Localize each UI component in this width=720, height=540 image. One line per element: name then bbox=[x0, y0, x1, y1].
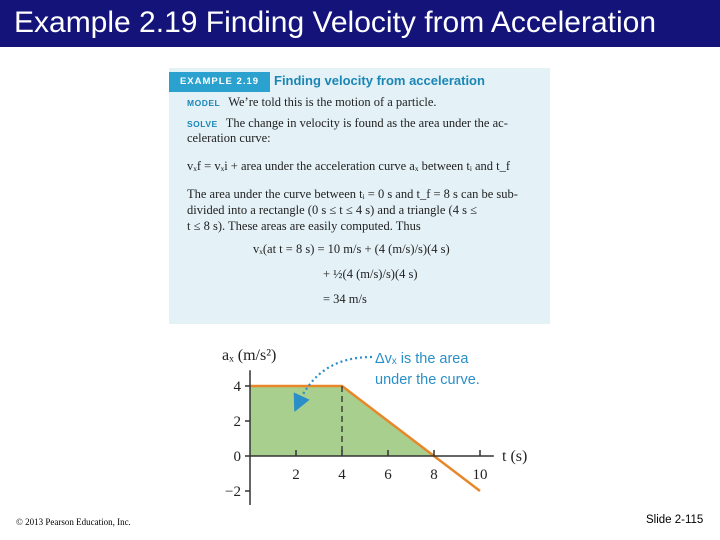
solve-text-2: celeration curve: bbox=[187, 131, 271, 145]
annotation-line-1: Δvₓ is the area bbox=[375, 351, 469, 367]
x-tick-label: 10 bbox=[472, 467, 488, 483]
x-tick-label: 8 bbox=[430, 467, 438, 483]
y-tick-label: 2 bbox=[233, 414, 241, 430]
title-bar bbox=[0, 0, 720, 47]
y-axis-label: aₓ (m/s²) bbox=[222, 347, 277, 364]
slide-number: Slide 2-115 bbox=[646, 514, 704, 526]
annotation-line-2: under the curve. bbox=[375, 372, 480, 388]
y-tick-label: 0 bbox=[233, 449, 241, 465]
calc-line-1: vₓ(at t = 8 s) = 10 m/s + (4 (m/s)/s)(4 s) bbox=[253, 242, 450, 256]
x-tick-label: 6 bbox=[384, 467, 392, 483]
model-line bbox=[187, 95, 437, 110]
x-tick-label: 4 bbox=[338, 467, 346, 483]
y-tick-label: 4 bbox=[233, 379, 241, 395]
x-tick-label: 2 bbox=[292, 467, 300, 483]
solve-text-1: The change in velocity is found as the area under the ac- bbox=[225, 116, 508, 130]
acceleration-graph bbox=[200, 330, 550, 510]
example-tag: EXAMPLE 2.19 bbox=[169, 72, 270, 92]
model-label: MODEL bbox=[187, 98, 221, 108]
paragraph-line-1: The area under the curve between tᵢ = 0 s and t_f = 8 s can be sub- bbox=[187, 187, 518, 201]
solve-label: SOLVE bbox=[187, 119, 218, 129]
copyright-notice: © 2013 Pearson Education, Inc. bbox=[16, 517, 131, 527]
model-text: We’re told this is the motion of a particle. bbox=[228, 95, 437, 109]
paragraph-line-3: t ≤ 8 s). These areas are easily computed. Thus bbox=[187, 219, 421, 233]
slide-title: Example 2.19 Finding Velocity from Acceleration bbox=[14, 6, 656, 39]
calc-line-2: + ½(4 (m/s)/s)(4 s) bbox=[323, 267, 418, 281]
y-ticks bbox=[225, 379, 250, 500]
x-axis-label: t (s) bbox=[502, 448, 528, 465]
equation-1: vₓf = vₓi + area under the acceleration curve aₓ between tᵢ and t_f bbox=[187, 159, 511, 173]
calc-line-3: = 34 m/s bbox=[323, 292, 367, 306]
paragraph-line-2: divided into a rectangle (0 s ≤ t ≤ 4 s) and a triangle (4 s ≤ bbox=[187, 203, 477, 217]
example-heading: Finding velocity from acceleration bbox=[274, 73, 485, 88]
example-box bbox=[169, 68, 550, 324]
y-tick-label: −2 bbox=[225, 484, 241, 500]
solve-line bbox=[187, 116, 508, 131]
